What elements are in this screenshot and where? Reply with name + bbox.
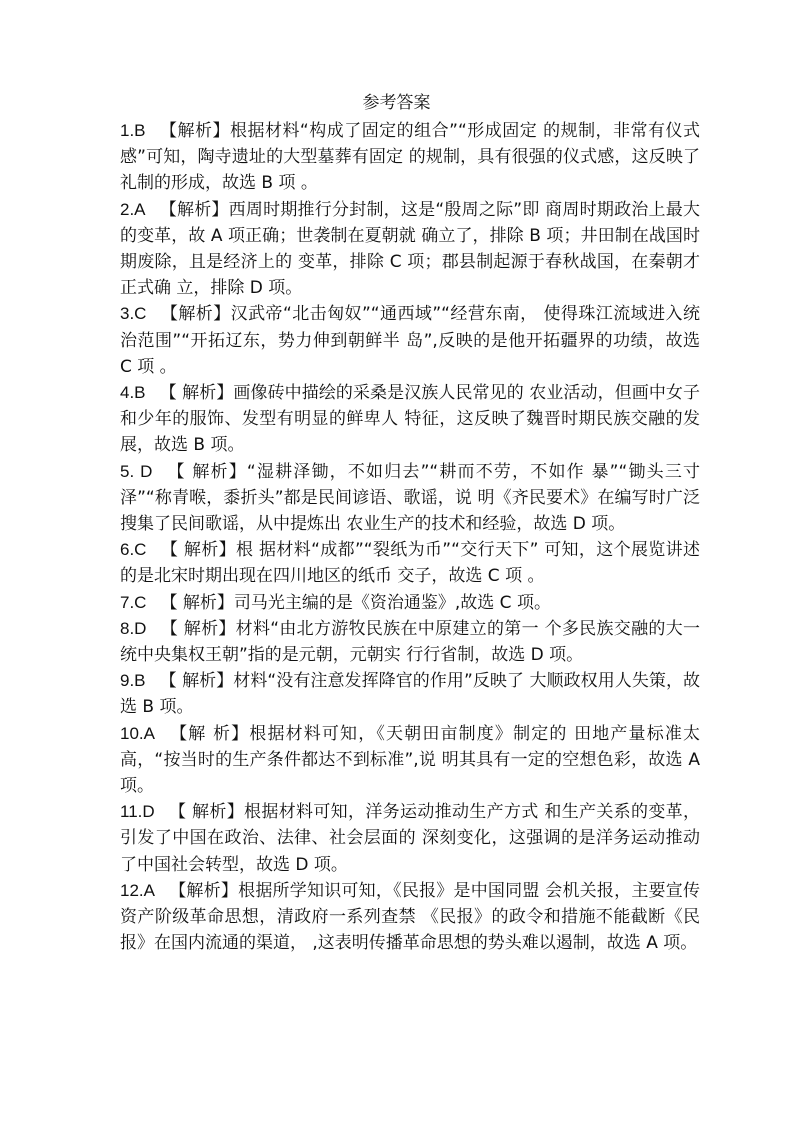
answer-number: 10.A — [120, 723, 155, 743]
answer-number: 12.A — [120, 880, 155, 900]
answer-explanation: 【 解析】材料“没有注意发挥降官的作用”反映了 大顺政权用人失策，故选 B 项。 — [120, 671, 700, 718]
answer-number: 5. D — [120, 461, 153, 481]
answer-explanation: 【 解析】根 据材料“成都”“裂纸为币”“交行天下” 可知，这个展览讲述的是北宋时期出现在四川地区的纸币 交子，故选 C 项 。 — [120, 540, 700, 587]
answer-item-9 — [120, 668, 700, 720]
answer-explanation: 【解析】汉武帝“北击匈奴”“通西域”“经营东南， 使得珠江流域进入统治范围”“开拓辽东，势力伸到朝鲜半 岛”,反映的是他开拓疆界的功绩，故选 C 项 。 — [120, 304, 700, 377]
page-title: 参考答案 — [362, 93, 431, 113]
answer-number: 7.C — [120, 592, 147, 612]
answer-explanation: 【解 析】根据材料可知，《天朝田亩制度》制定的 田地产量标准太高，“按当时的生产条件都达不到标准”,说 明其具有一定的空想色彩，故选 A 项。 — [120, 723, 700, 797]
answer-item-12 — [120, 878, 700, 957]
answer-explanation: 【解析】根据所学知识可知，《民报》是中国同盟 会机关报，主要宣传资产阶级革命思想，清政府一系列查禁 《民报》的政令和措施不能截断《民报》在国内流通的渠道， ,这表明传播革命思想的势头难以遏制，故选 A 项。 — [120, 880, 700, 954]
answer-item-2 — [120, 197, 700, 302]
answer-number: 2.A — [120, 199, 146, 219]
answer-number: 11.D — [120, 802, 155, 822]
answer-explanation: 【 解析】司马光主编的是《资治通鉴》,故选 C 项。 — [160, 592, 551, 613]
answer-list — [120, 118, 700, 957]
answer-number: 8.D — [120, 618, 147, 638]
answer-explanation: 【解析】西周时期推行分封制，这是“殷周之际”即 商周时期政治上最大的变革，故 A 项正确；世袭制在夏朝就 确立了，排除 B 项；井田制在战国时期废除，且是经济上的 变革，排除 C 项；郡县制起源于春秋战国，在秦朝才正式确 立，排除 D 项。 — [120, 199, 700, 299]
answer-number: 3.C — [120, 304, 147, 324]
answer-item-1 — [120, 118, 700, 197]
answer-number: 4.B — [120, 383, 146, 403]
answer-item-3 — [120, 301, 700, 380]
answer-number: 9.B — [120, 671, 146, 691]
answer-explanation: 【 解析】画像砖中描绘的采桑是汉族人民常见的 农业活动，但画中女子和少年的服饰、发型有明显的鲜卑人 特征，这反映了魏晋时期民族交融的发展，故选 B 项。 — [120, 383, 700, 456]
answer-item-5 — [120, 459, 700, 538]
answer-item-6 — [120, 537, 700, 589]
answer-number: 6.C — [120, 540, 147, 560]
answer-item-10 — [120, 721, 700, 800]
answer-explanation: 【 解析】根据材料可知，洋务运动推动生产方式 和生产关系的变革，引发了中国在政治、法律、社会层面的 深刻变化，这强调的是洋务运动推动了中国社会转型，故选 D 项。 — [120, 802, 700, 875]
answer-number: 1.B — [120, 121, 146, 140]
answer-explanation: 【 解析】材料“由北方游牧民族在中原建立的第一 个多民族交融的大一统中央集权王朝”指的是元朝，元朝实 行行省制，故选 D 项。 — [120, 618, 700, 666]
answer-explanation: 【解析】根据材料“构成了固定的组合”“形成固定 的规制，非常有仪式感”可知，陶寺遗址的大型墓葬有固定 的规制，具有很强的仪式感，这反映了礼制的形成，故选 B 项 。 — [120, 121, 700, 194]
answer-item-8 — [120, 616, 700, 668]
answer-item-11 — [120, 799, 700, 878]
answer-item-4 — [120, 380, 700, 459]
answer-item-7 — [120, 590, 700, 616]
answer-explanation: 【 解析】“湿耕泽锄，不如归去”“耕而不劳，不如作 暴”“锄头三寸泽”“称青喉，黍折头”都是民间谚语、歌谣，说 明《齐民要术》在编写时广泛搜集了民间歌谣，从中提炼出 农业生产的技术和经验，故选 D 项。 — [120, 461, 700, 535]
